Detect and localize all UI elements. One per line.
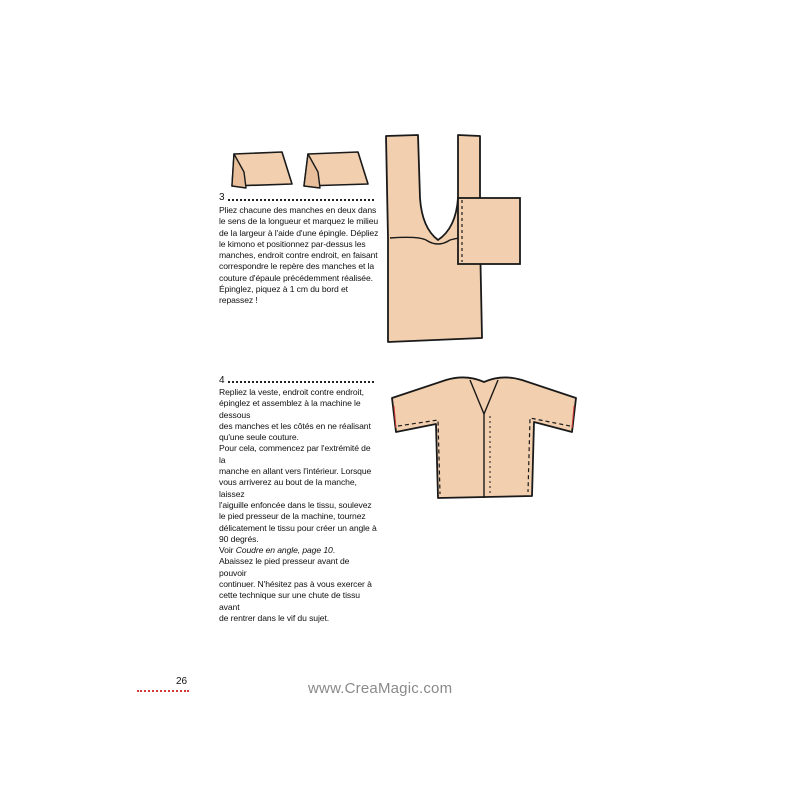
step-4-line: Repliez la veste, endroit contre endroit, [219, 387, 364, 397]
step-4-line: vous arriverez au bout de la manche, laissez [219, 477, 357, 499]
step-3-divider [228, 199, 374, 201]
step-4-line: épinglez et assemblez à la machine le dessous [219, 398, 361, 420]
step-4-line: qu'une seule couture. [219, 432, 299, 443]
step-4-line: cette technique sur une chute de tissu avant [219, 590, 360, 612]
kimono-sleeve-illustration [378, 128, 526, 348]
step-4-line: des manches et les côtés en ne réalisant [219, 420, 371, 431]
step-3-line: couture d'épaule précédemment réalisée. [219, 272, 373, 283]
step-4-line: manche en allant vers l'intérieur. Lorsque [219, 466, 372, 477]
step-3-text [219, 205, 379, 307]
cross-reference-link: Coudre en angle, page 10 [235, 545, 333, 556]
step-4-see-reference: Voir Coudre en angle, page 10. [219, 545, 335, 556]
step-3-number: 3 [219, 192, 225, 203]
step-4-divider [228, 381, 374, 383]
assembled-jacket-illustration [386, 370, 582, 504]
step-3-line: de la largeur à l'aide d'une épingle. Dépliez [219, 227, 379, 238]
step-4-text [219, 387, 379, 624]
step-4-line: le pied presseur de la machine, tournez [219, 511, 366, 522]
step-4-line: continuer. N'hésitez pas à vous exercer à [219, 579, 372, 590]
step-4-line: délicatement le tissu pour créer un angle à [219, 522, 377, 533]
step-4-line: l'aiguille enfoncée dans le tissu, soulevez [219, 499, 372, 510]
step-4-line: Pour cela, commencez par l'extrémité de la [219, 443, 371, 465]
step-4-line: 90 degrés. [219, 533, 259, 544]
step-4-line: Abaissez le pied presseur avant de pouvoir [219, 556, 350, 578]
folded-sleeves-illustration [222, 146, 382, 192]
step-4-line: de rentrer dans le vif du sujet. [219, 612, 330, 623]
folded-sleeve-right [304, 152, 368, 188]
watermark: www.CreaMagic.com [308, 680, 453, 697]
step-3-line: le sens de la longueur et marquez le milieu [219, 216, 379, 227]
step-3-line: le kimono et positionnez par-dessus les [219, 238, 366, 249]
step-4-number: 4 [219, 375, 225, 386]
step-3-line: manches, endroit contre endroit, en faisant [219, 250, 378, 261]
folded-sleeve-left [232, 152, 292, 188]
step-3-line: Pliez chacune des manches en deux dans [219, 205, 377, 215]
step-3-line: Épinglez, piquez à 1 cm du bord et repassez ! [219, 284, 348, 306]
step-3-line: correspondre le repère des manches et la [219, 261, 375, 272]
page-number: 26 [176, 676, 188, 687]
page-number-decoration [137, 690, 189, 692]
